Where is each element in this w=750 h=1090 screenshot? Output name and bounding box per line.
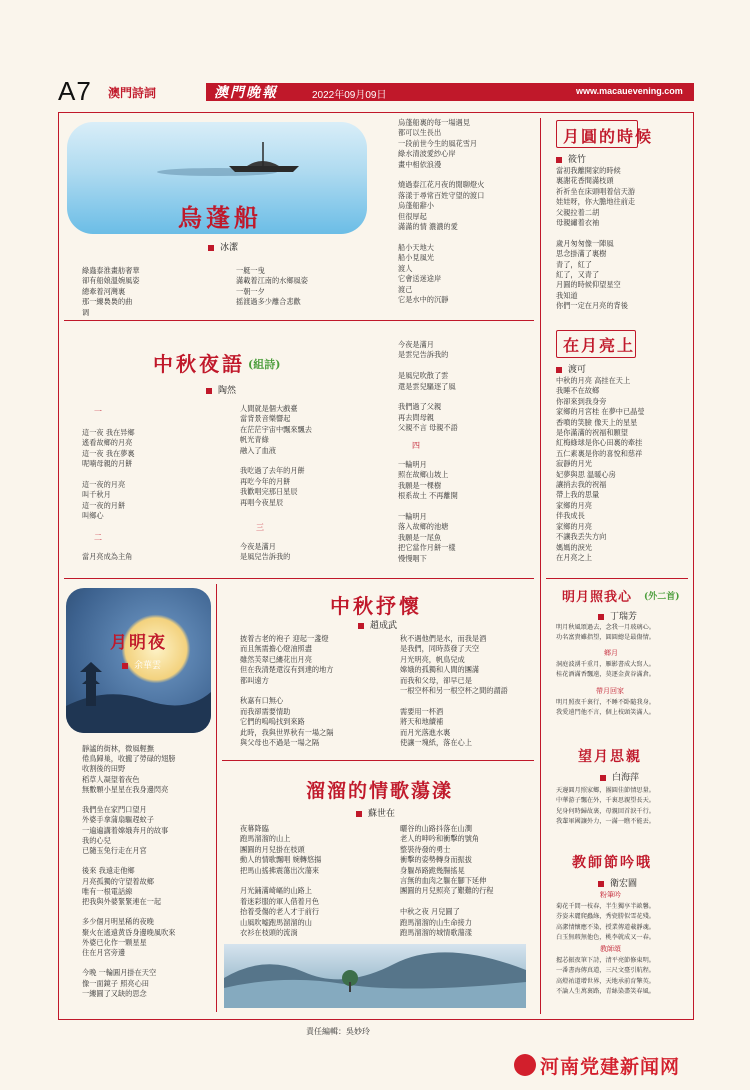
poem2-col2b: 今夜是滿月 是風兒告訴我的 [240,542,291,562]
subpoem-title: 鄉月 [604,649,618,657]
section-number: 一 [94,407,102,416]
poem8-lines2: 明月照夜千裏行，不睡不卧隨我身。 我愛遠門他不言，個上枝頭笑滿人。 [556,699,655,717]
column-divider-right [540,118,541,1014]
mountain-icon [224,944,526,1008]
bullet-square-icon [208,245,214,251]
bullet-square-icon [358,623,364,629]
issue-date: 2022年09月09日 [312,90,387,101]
poem2-col1b: 當月亮成為主角 [82,552,133,561]
poem-title-zhongqiuyeyu: 中秋夜語 [153,352,245,376]
poem7-col2: 曬谷的山路抖落在山澗 老人的呻吟和衝擊的號角 整裝待發的勇士 衝擊的姿勢轉身而振拔 身軀昂路跪幾腸搖晃 言無的血肉之軀在腳下延伸 團圓的月兒照亮了艱難的行程 中秋之夜 月兒圓了 跑馬溜溜的山生命接力 跑馬溜溜的城情歌蕩漾 [400,824,494,938]
poem10-lines1: 菊花千間一枝春，半生獨享半畝馨。 芬姿未麗爬蟲綠，秀瓷勝似雪花殘。 高潔情懷應不染，授業傳道載靜魂。 白玉無瑕無他色，桃李就成又一春。 [556,903,655,942]
mountain-lake-illustration [224,944,526,1008]
poem-title-mingyue: 明月照我心 [562,590,633,605]
poem-author: 衛宏圖 [598,876,637,889]
poem2-col3b: 一輪明月 照在故鄉山坡上 我願是一棵樹 根系故土 不再離開 一輪明月 落入故鄉的池塘 我願是一尾魚 把它當作月餅一樣 慢慢咽下 [398,460,458,563]
bullet-square-icon [598,881,604,887]
poem-title-yuemingye: 月明夜 [110,633,167,653]
poem-subtitle: (組詩) [248,358,281,371]
bullet-square-icon [598,614,604,620]
poem-author: 陶然 [206,383,236,396]
poem5-lines: 靜謐的街林，微風輕撫 倦鳥歸巢，收攏了勞碌的翅膀 收割後的田野 稻草人凝望着夜色 無數顆小星星在我身邊閃亮 我們坐在家門口望月 外婆手拿蒲扇驅趕蚊子 一遍遍講着嫦娥奔月的故事 我的心兒 已隨玉兔行走在月宮 後來 我遠走他鄉 月亮孤獨的守望着故鄉 唯有一根電話線 把我與外婆緊緊連在一起 多少個月明星稀的夜晚 聚火在遙遠黄昏身邊晚風吹來 外婆已化作一颗星星 住在月宮旁邊 今晚 一輪圓月掛在天空 像一面鏡子 照亮心田 一縷圓了又缺的思念 [82,744,176,998]
poem6-col2: 秋不遇他們是水，而我是酒 是我們，同時蒸發了天空 月光明亮，帆鳥兒成 嫦娥的孤獨和人間的團滿 而我和父母，卻早已是 一根空杯和另一根空杯之間的謂語 需要用一杯酒 將天和地續補 而月光落進水裏 使讓一塊紙，落在心上 [400,634,508,748]
section-number: 二 [94,533,102,542]
poem1-col3: 烏蓬船裏的每一場遇見 都可以生長出 一段前世今生的風花雪月 綠水清波愛紗心岸 畫中相依浪漫 燒過泰江花月夜的閒聊燈火 落漾于尋常百姓守望的渡口 烏蓬船辭小 但很厚起 滿滿的情 濃濃的愛 船小天地大 船小見風光 渡人 它會送迷途岸 渡己 它是水中的沉靜 [398,118,485,304]
watermark: 河南党建新闻网 [540,1057,681,1078]
poem4-lines: 中秋的月亮 高挂在天上 我睡不在故鄉 你卻來到我身旁 家鄉的月宮桂 在夢中已晶瑩 香噴的笑臉 像天上的星星 是你滿滿的祝福和願望 紅梅綠球是你心田裏的牽挂 五仁素裏是你的喜悅和慈祥 寂靜的月光 妃夢與思 温暖心房 讓捎去我的祝福 帶上我的思量 家鄉的月亮 伴我成長 家鄉的月亮 不讓我丢失方向 媽媽的淚光 在月亮之上 [556,376,645,562]
poem7-col1: 夜幕降臨 跑馬溜溜的山上 團圓的月兒掛在枝頭 動人的情歌飄唱 婉轉悠揚 把馬山搖拂震蕩出次蕩來 月光鋪滿崎嶇的山路上 着迷彩服的軍人借着月色 抬着受傷的老人才于前行 山風吹嘘跑馬溜溜的山 衣衫在枝頭的流淌 [240,824,322,938]
editor-credit: 責任編輯：吳妙玲 [306,1027,370,1036]
bullet-square-icon [206,388,212,394]
poem-author: 白海萍 [600,770,639,783]
poem-title-zhongqiushuhuai: 中秋抒懷 [330,594,422,618]
poem-title-wangyue: 望月思親 [578,749,642,765]
poem-author: 余華雲 [122,658,161,671]
poem3-lines: 當初我離開家的時候 裏謝花香間滿枝頭 祈祈坐在床頭唱着信天游 娃娃呀，你大膽地往前走 父親拉着二胡 母親繡着衣袖 歲月匆匆像一陣風 思念掛滿了裏樹 青了，紅了 紅了，又青了 月圓的時候仰望星空 我知道 你們一定在月亮的背後 [556,166,636,311]
subpoem-title: 粉筆吟 [600,891,621,899]
poem-author: 丁瑞芳 [598,609,637,622]
divider-1 [64,320,534,321]
poem-subtitle: (外二首) [644,592,680,602]
poem1-col2: 一艇一曳 滿載着江南的水鄉風姿 一朝一夕 摇渡過多少離合悲歡 [236,266,308,307]
divider-2 [64,578,534,579]
poem2-col3a: 今夜是滿月 是雲兒告訴我的 是風兒吹散了雲 還是雲兒驅逐了風 我們過了父親 再去問母親 父親不言 母親不語 [398,340,458,433]
poem-title-yueyuan: 月圓的時候 [563,127,654,146]
poem-title-wupengchuan: 烏蓬船 [178,203,262,232]
site-url[interactable]: www.macauevening.com [576,86,683,96]
poem10-lines2: 握芯振夜筆下詩，清平亮節修東明。 一番書海傳真道，三尺文臺引航程。 高燈祐道增世界，天地承前育擎英。 不論人生萬裏路，青絲染盡笑春風。 [556,957,655,996]
poem1-col1: 綠蟲泰淮畫舫奢華 卻有船娘溫婉風姿 總牽着河灣裏 那一縷裊裊的曲 调 [82,266,140,317]
poem2-col2a: 人間就是個大戲臺 當背景音樂響起 在茫茫宇宙中飄來飄去 帆光青綠 融入了血液 我吃過了去年的月餅 再吃今年的月餅 我歡唱完那日星辰 再唱今夜星辰 [240,404,312,507]
poem2-col1a: 這一夜 我在异鄉 遙看故鄉的月亮 這一夜 我在夢裏 呢喃母親的月餅 這一夜的月亮 叫千秋月 這一夜的月餅 叫鄉心 [82,428,135,521]
column-divider-left [216,584,217,1012]
party-emblem-icon [514,1054,536,1076]
poem9-lines: 天邊圓月照家鄉，團圓佳節情思量。 中華游子飄在外，千裏思親望長天。 兒身何時歸故裏，母親回首淚千行。 我輩軍國讓外力，一滿一瞧不能丟。 [556,787,655,826]
section-number: 三 [256,523,264,532]
page-number: A7 [58,76,92,106]
poem-author: 趙成武 [358,618,397,631]
subpoem-title: 教師頌 [600,945,621,953]
poem-author: 蘇世在 [356,806,395,819]
bullet-square-icon [356,811,362,817]
bullet-square-icon [556,367,562,373]
bullet-square-icon [600,775,606,781]
subpoem-title: 帶月回家 [596,687,624,695]
poem-author: 渡可 [556,362,586,375]
divider-right-1 [546,578,688,579]
poem-title-jiaoshijie: 教師節吟哦 [572,855,652,871]
poem-title-liuliu: 溜溜的情歌蕩漾 [306,780,454,802]
poem8-lines: 明月秋風頌過去，念我一月玻璃心。 功名富貴雖指望，圓圓總是最傷情。 [556,624,655,642]
bullet-square-icon [122,663,128,669]
bullet-square-icon [556,157,562,163]
divider-3 [222,760,534,761]
poem8-lines1: 洞庭波湧千重月，雁影書成大寫人。 桂花酒滿香飄遠，莫逐金黄谷滿倉。 [556,661,655,679]
poem-title-zaiyueliangshang: 在月亮上 [563,336,636,355]
newspaper-logo: 澳門晚報 [214,85,278,101]
poem-author: 冰潔 [208,240,238,253]
section-number: 四 [412,441,420,450]
poem6-col1: 披着古老的袍子 迎起一盞燈 而且無需擔心燈油照盡 雖然芙翠已縷花出月亮 但在我清楚還沒有到達的地方 都叫遠方 秋嘉有口無心 而我卻需要情助 它們的嗚嗚找到來路 此時，我與世界秋有一場之隔 與父母也不過是一場之隔 [240,634,334,748]
section-title: 澳門詩詞 [108,86,157,100]
poem-author: 筱竹 [556,152,586,165]
